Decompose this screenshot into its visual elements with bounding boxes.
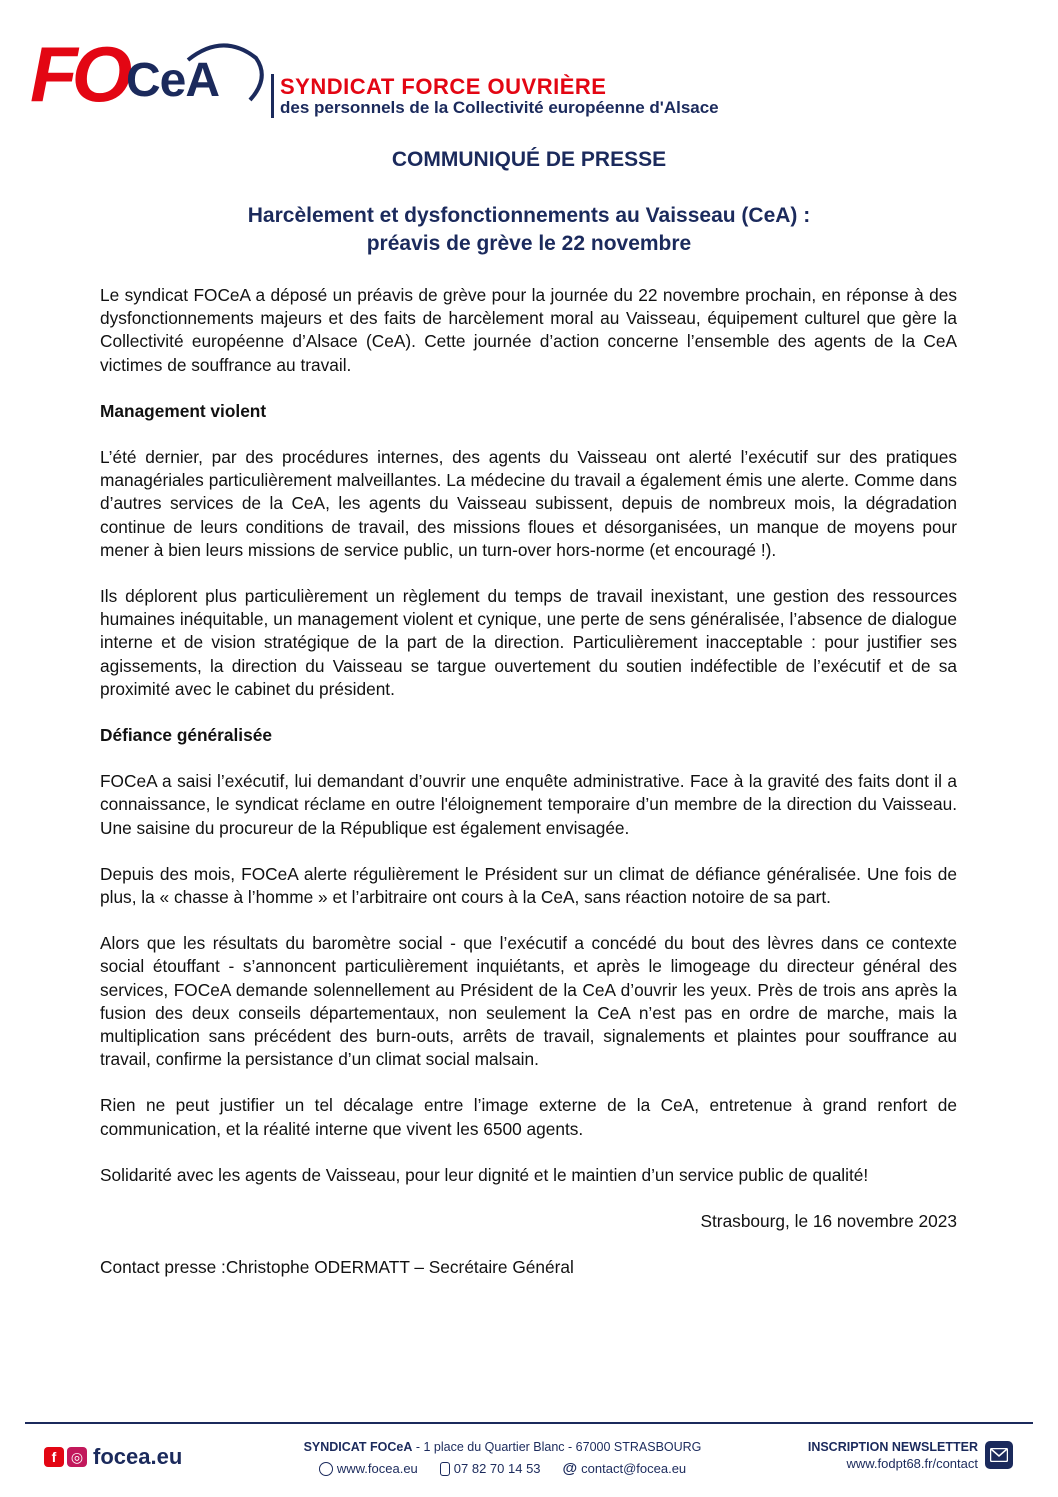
solidarity-paragraph: Solidarité avec les agents de Vaisseau, pour leur dignité et le maintien d’un service public de qualité! [100, 1164, 869, 1185]
footer-contacts [280, 1460, 725, 1477]
headline-line-2: préavis de grève le 22 novembre [366, 232, 692, 255]
headline-line-1: Harcèlement et dysfonctionnements au Vaisseau (CeA) : [247, 204, 811, 227]
logo-cea-text: CeA [126, 54, 220, 107]
org-name: SYNDICAT FORCE OUVRIÈRE [280, 74, 607, 99]
footer-email-text: contact@focea.eu [581, 1461, 687, 1476]
footer-web-text: www.focea.eu [336, 1461, 418, 1476]
footer-phone[interactable] [440, 1460, 541, 1477]
org-subtitle: des personnels de la Collectivité européenne d'Alsace [280, 98, 719, 117]
footer [0, 1432, 1058, 1492]
newsletter-block [770, 1440, 978, 1471]
logo-arc-icon [178, 38, 268, 118]
document-body [100, 284, 957, 1303]
phone-icon [440, 1462, 450, 1476]
footer-org: SYNDICAT FOCeA [303, 1440, 413, 1454]
social-links [44, 1444, 182, 1470]
footer-web[interactable] [319, 1460, 418, 1477]
header-divider [271, 74, 274, 118]
logo-fo-text: FO [30, 30, 127, 118]
section-heading-defiance: Défiance généralisée [100, 725, 272, 746]
headline [0, 202, 1058, 258]
footer-phone-text: 07 82 70 14 53 [453, 1461, 541, 1476]
facebook-icon[interactable]: f [44, 1447, 64, 1467]
place-date: Strasbourg, le 16 novembre 2023 [700, 1211, 957, 1232]
paragraph: Depuis des mois, FOCeA alerte régulièrement le Président sur un climat de défiance généralisée. Une fois de plus, la « chasse à l’homme » et l’arbitraire ont cours à la CeA, sans réaction notoire de sa part. [100, 863, 957, 908]
paragraph: Ils déplorent plus particulièrement un règlement du temps de travail inexistant, une gestion des ressources humaines inéquitable, un management violent et cynique, une perte de sens généralisée, l’absence de dialogue interne et de vision stratégique de la part de la direction. Particulièrement inacceptable : pour justifier ses agissements, la direction du Vaisseau se targue ouvertement du soutien indéfectible de l’exécutif et de sa proximité avec le cabinet du président. [100, 586, 957, 699]
paragraph: FOCeA a saisi l’exécutif, lui demandant d’ouvrir une enquête administrative. Face à la gravité des faits dont il a connaissance, le syndicat réclame en outre l'éloignement temporaire d’un membre de la direction du Vaisseau. Une saisine du procureur de la République est également envisagée. [100, 771, 957, 838]
mail-icon[interactable] [985, 1441, 1013, 1469]
paragraph: L’été dernier, par des procédures internes, des agents du Vaisseau ont alerté l’exécutif sur des pratiques managériales particulièrement malveillantes. La médecine du travail a également émis une alerte. Comme dans d’autres services de la CeA, les agents du Vaisseau subissent, depuis de nombreux mois, la dégradation continue de leurs conditions de travail, des missions floues et désorganisées, un manque de moyens pour mener à bien leurs missions de service public, un turn-over hors-norme (et encouragé !). [100, 447, 957, 560]
globe-icon [319, 1462, 333, 1476]
at-icon: @ [562, 1460, 578, 1477]
press-release-title: COMMUNIQUÉ DE PRESSE [391, 148, 667, 171]
footer-address [280, 1440, 725, 1454]
instagram-icon[interactable]: ◎ [67, 1447, 87, 1467]
paragraph: Rien ne peut justifier un tel décalage entre l’image externe de la CeA, entretenue à grand renfort de communication, et la réalité interne que vivent les 6500 agents. [100, 1095, 957, 1139]
focea-logo [28, 30, 268, 118]
newsletter-link[interactable]: www.fodpt68.fr/contact [846, 1456, 978, 1471]
footer-address-text: - 1 place du Quartier Blanc - 67000 STRASBOURG [412, 1440, 702, 1454]
letterhead [28, 30, 788, 120]
footer-address-block [280, 1440, 725, 1477]
section-heading-management: Management violent [100, 400, 267, 421]
press-contact: Contact presse :Christophe ODERMATT – Secrétaire Général [100, 1257, 574, 1278]
intro-paragraph: Le syndicat FOCeA a déposé un préavis de grève pour la journée du 22 novembre prochain, en réponse à des dysfonctionnements majeurs et des faits de harcèlement moral au Vaisseau, équipement culturel que gère la Collectivité européenne d’Alsace (CeA). Cette journée d’action concerne l’ensemble des agents de la CeA victimes de souffrance au travail. [100, 285, 957, 375]
newsletter-title: INSCRIPTION NEWSLETTER [807, 1440, 978, 1454]
site-link[interactable]: focea.eu [93, 1444, 183, 1469]
footer-divider [25, 1422, 1033, 1424]
footer-email[interactable] [563, 1460, 687, 1477]
paragraph: Alors que les résultats du baromètre social - que l’exécutif a concédé du bout des lèvres dans ce contexte social étouffant - s’annoncent particulièrement inquiétants, et après le limogeage du directeur général des services, FOCeA demande solennellement au Président de la CeA d’ouvrir les yeux. Près de trois ans après la fusion des deux conseils départementaux, non seulement la CeA n’est pas en ordre de marche, mais la multiplication sans précédent des burn-outs, arrêts de travail, signalements et plaintes pour souffrance au travail, confirme la persistance d’un climat social malsain. [100, 933, 957, 1070]
